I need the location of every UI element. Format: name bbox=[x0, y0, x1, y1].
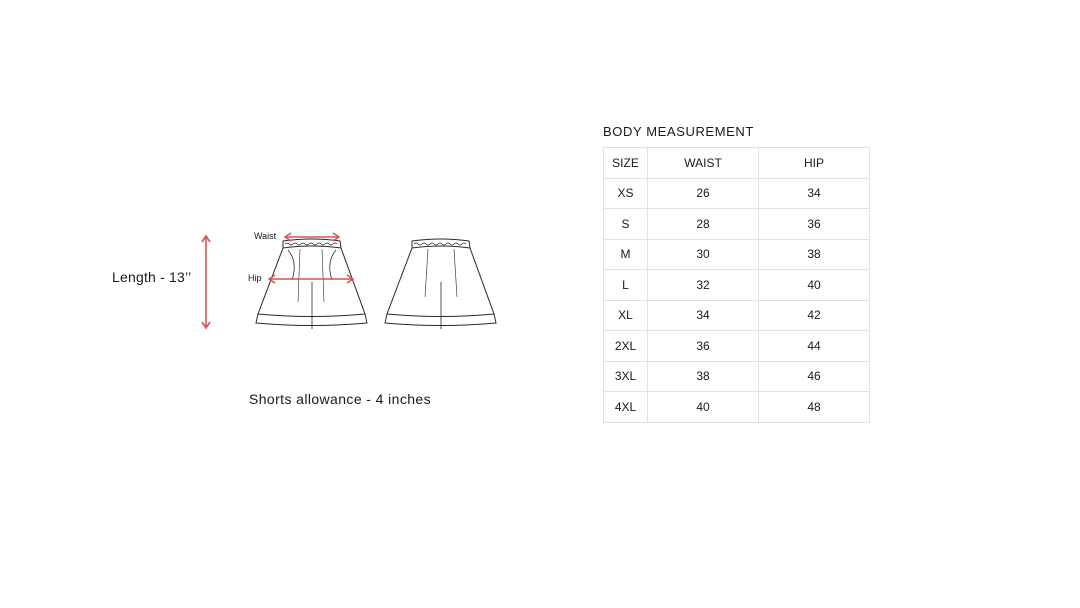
table-row bbox=[604, 361, 870, 392]
cell-hip: 34 bbox=[759, 178, 870, 209]
cell-size: M bbox=[604, 239, 648, 270]
header-hip: HIP bbox=[759, 148, 870, 179]
header-size: SIZE bbox=[604, 148, 648, 179]
table-row bbox=[604, 178, 870, 209]
shorts-diagram bbox=[240, 222, 510, 337]
size-chart-title: BODY MEASUREMENT bbox=[603, 124, 754, 139]
cell-waist: 32 bbox=[648, 270, 759, 301]
allowance-note: Shorts allowance - 4 inches bbox=[249, 391, 431, 407]
table-row bbox=[604, 300, 870, 331]
table-row bbox=[604, 239, 870, 270]
table-row bbox=[604, 270, 870, 301]
hip-arrow-icon bbox=[269, 275, 353, 283]
cell-waist: 40 bbox=[648, 392, 759, 423]
table-header-row bbox=[604, 148, 870, 179]
cell-waist: 34 bbox=[648, 300, 759, 331]
cell-waist: 26 bbox=[648, 178, 759, 209]
table-row bbox=[604, 392, 870, 423]
cell-size: 2XL bbox=[604, 331, 648, 362]
cell-waist: 30 bbox=[648, 239, 759, 270]
cell-hip: 44 bbox=[759, 331, 870, 362]
cell-size: S bbox=[604, 209, 648, 240]
cell-size: 4XL bbox=[604, 392, 648, 423]
cell-hip: 42 bbox=[759, 300, 870, 331]
cell-size: 3XL bbox=[604, 361, 648, 392]
table-row bbox=[604, 331, 870, 362]
cell-hip: 48 bbox=[759, 392, 870, 423]
waist-label: Waist bbox=[254, 231, 277, 241]
cell-hip: 40 bbox=[759, 270, 870, 301]
size-chart-table bbox=[603, 147, 870, 423]
cell-hip: 38 bbox=[759, 239, 870, 270]
cell-hip: 46 bbox=[759, 361, 870, 392]
cell-size: XL bbox=[604, 300, 648, 331]
cell-size: XS bbox=[604, 178, 648, 209]
header-waist: WAIST bbox=[648, 148, 759, 179]
cell-waist: 36 bbox=[648, 331, 759, 362]
cell-hip: 36 bbox=[759, 209, 870, 240]
length-label: Length - 13’’ bbox=[112, 269, 192, 285]
back-shorts-icon bbox=[385, 239, 496, 329]
cell-size: L bbox=[604, 270, 648, 301]
cell-waist: 28 bbox=[648, 209, 759, 240]
front-shorts-icon bbox=[256, 239, 367, 329]
length-arrow-icon bbox=[197, 232, 215, 332]
hip-label: Hip bbox=[248, 273, 262, 283]
table-row bbox=[604, 209, 870, 240]
cell-waist: 38 bbox=[648, 361, 759, 392]
